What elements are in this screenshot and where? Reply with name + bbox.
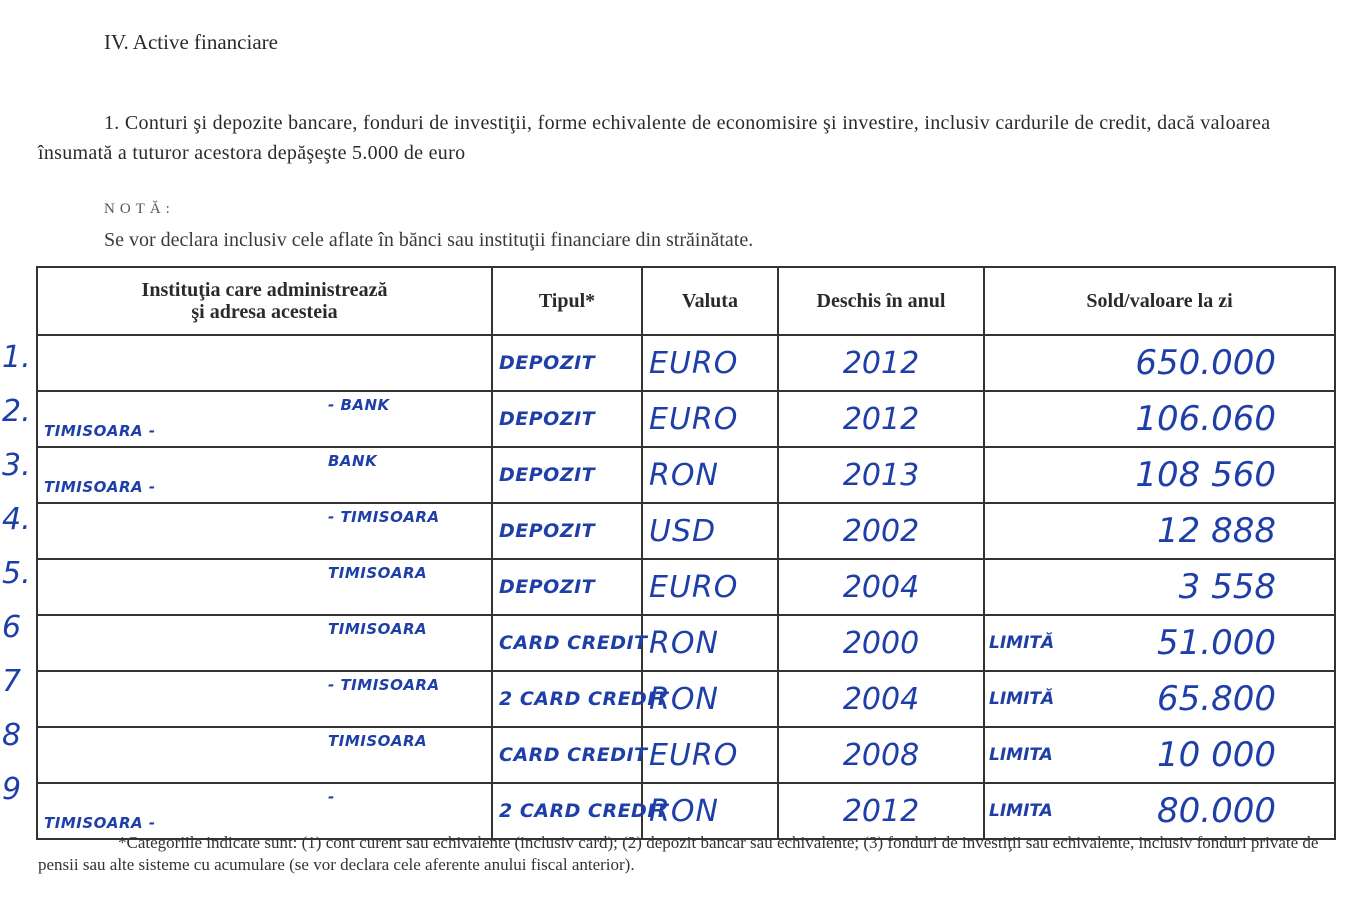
cell-type: 2 CARD CREDIT — [492, 783, 642, 839]
cell-institution — [37, 447, 492, 503]
cell-balance — [984, 503, 1335, 559]
cell-currency: EURO — [642, 559, 778, 615]
header-type: Tipul* — [492, 267, 642, 335]
cell-balance — [984, 335, 1335, 391]
paragraph-text: 1. Conturi şi depozite bancare, fonduri de investiţii, forme echivalente de economisire şi investire, inclusiv cardurile de credit, dacă valoarea însumată a tuturor acestora depăşeşte 5.000 de euro — [38, 112, 1271, 164]
cell-institution — [37, 391, 492, 447]
limit-label: LIMITĂ — [989, 633, 1055, 653]
cell-institution — [37, 335, 492, 391]
cell-currency: RON — [642, 447, 778, 503]
row-number: 6 — [2, 610, 22, 645]
row-number: 7 — [2, 664, 22, 699]
cell-currency: RON — [642, 671, 778, 727]
cell-year: 2004 — [778, 671, 984, 727]
table-row — [37, 671, 1335, 727]
header-opened: Deschis în anul — [778, 267, 984, 335]
row-number: 5. — [2, 556, 31, 591]
section-paragraph — [38, 108, 1338, 168]
section-title: IV. Active financiare — [104, 30, 278, 54]
institution-text-right: - BANK — [328, 396, 390, 414]
header-balance: Sold/valoare la zi — [984, 267, 1335, 335]
header-institution-line1: Instituţia care administrează — [141, 279, 388, 301]
row-number: 4. — [2, 502, 31, 537]
cell-institution — [37, 503, 492, 559]
cell-currency: EURO — [642, 727, 778, 783]
limit-label: LIMITA — [989, 801, 1053, 821]
header-institution-line2: şi adresa acesteia — [191, 301, 338, 323]
institution-text-right: TIMISOARA — [328, 732, 428, 750]
footnote: *Categoriile indicate sunt: (1) cont curent sau echivalente (inclusiv card); (2) depozit bancar sau echivalente; (3) fonduri de investiţii sau echivalente, inclusiv fonduri private de pensii sau alte sisteme cu acumulare (se vor declara cele aferente anului fiscal anterior). — [38, 833, 1319, 874]
cell-year: 2013 — [778, 447, 984, 503]
limit-label: LIMITĂ — [989, 689, 1055, 709]
header-currency: Valuta — [642, 267, 778, 335]
nota-label: NOTĂ: — [104, 201, 175, 217]
row-number: 9 — [2, 772, 22, 807]
limit-label: LIMITA — [989, 745, 1053, 765]
cell-type: DEPOZIT — [492, 503, 642, 559]
balance-amount: 106.060 — [1135, 399, 1276, 439]
balance-amount: 65.800 — [1157, 679, 1276, 719]
cell-institution — [37, 727, 492, 783]
cell-balance — [984, 391, 1335, 447]
row-number: 3. — [2, 448, 31, 483]
balance-amount: 650.000 — [1135, 343, 1276, 383]
nota-text: Se vor declara inclusiv cele aflate în bănci sau instituţii financiare din străinătate. — [104, 229, 754, 251]
cell-type: CARD CREDIT — [492, 727, 642, 783]
cell-balance — [984, 559, 1335, 615]
cell-year: 2012 — [778, 783, 984, 839]
cell-balance — [984, 447, 1335, 503]
cell-type: DEPOZIT — [492, 391, 642, 447]
cell-type: DEPOZIT — [492, 447, 642, 503]
cell-type: DEPOZIT — [492, 335, 642, 391]
institution-text-right: TIMISOARA — [328, 564, 428, 582]
row-number: 2. — [2, 394, 31, 429]
institution-text-right: TIMISOARA — [328, 620, 428, 638]
cell-type: DEPOZIT — [492, 559, 642, 615]
cell-balance — [984, 727, 1335, 783]
cell-type: CARD CREDIT — [492, 615, 642, 671]
balance-amount: 10 000 — [1157, 735, 1276, 775]
balance-amount: 108 560 — [1135, 455, 1276, 495]
cell-type: 2 CARD CREDIT — [492, 671, 642, 727]
balance-amount: 3 558 — [1178, 567, 1276, 607]
row-number: 8 — [2, 718, 22, 753]
cell-balance — [984, 783, 1335, 839]
table-row — [37, 559, 1335, 615]
cell-institution — [37, 559, 492, 615]
institution-text-right: - TIMISOARA — [328, 508, 440, 526]
cell-balance — [984, 671, 1335, 727]
cell-currency: EURO — [642, 335, 778, 391]
cell-year: 2004 — [778, 559, 984, 615]
table-row — [37, 391, 1335, 447]
table-row — [37, 615, 1335, 671]
cell-currency: RON — [642, 615, 778, 671]
institution-text-left: TIMISOARA - — [44, 814, 156, 832]
cell-year: 2008 — [778, 727, 984, 783]
table-row — [37, 503, 1335, 559]
cell-institution — [37, 783, 492, 839]
table-row — [37, 727, 1335, 783]
balance-amount: 80.000 — [1157, 791, 1276, 831]
cell-year: 2000 — [778, 615, 984, 671]
cell-year: 2012 — [778, 335, 984, 391]
institution-text-right: - — [328, 788, 335, 806]
cell-currency: USD — [642, 503, 778, 559]
table-row — [37, 335, 1335, 391]
institution-text-left: TIMISOARA - — [44, 422, 156, 440]
table-header-row — [37, 267, 1335, 335]
financial-assets-table — [36, 266, 1336, 840]
row-number: 1. — [2, 340, 31, 375]
institution-text-right: BANK — [328, 452, 378, 470]
cell-currency: EURO — [642, 391, 778, 447]
balance-amount: 12 888 — [1157, 511, 1276, 551]
cell-institution — [37, 615, 492, 671]
table-row — [37, 783, 1335, 839]
header-institution — [37, 267, 492, 335]
cell-balance — [984, 615, 1335, 671]
table-row — [37, 447, 1335, 503]
institution-text-left: TIMISOARA - — [44, 478, 156, 496]
institution-text-right: - TIMISOARA — [328, 676, 440, 694]
cell-institution — [37, 671, 492, 727]
cell-year: 2002 — [778, 503, 984, 559]
balance-amount: 51.000 — [1157, 623, 1276, 663]
cell-currency: RON — [642, 783, 778, 839]
cell-year: 2012 — [778, 391, 984, 447]
